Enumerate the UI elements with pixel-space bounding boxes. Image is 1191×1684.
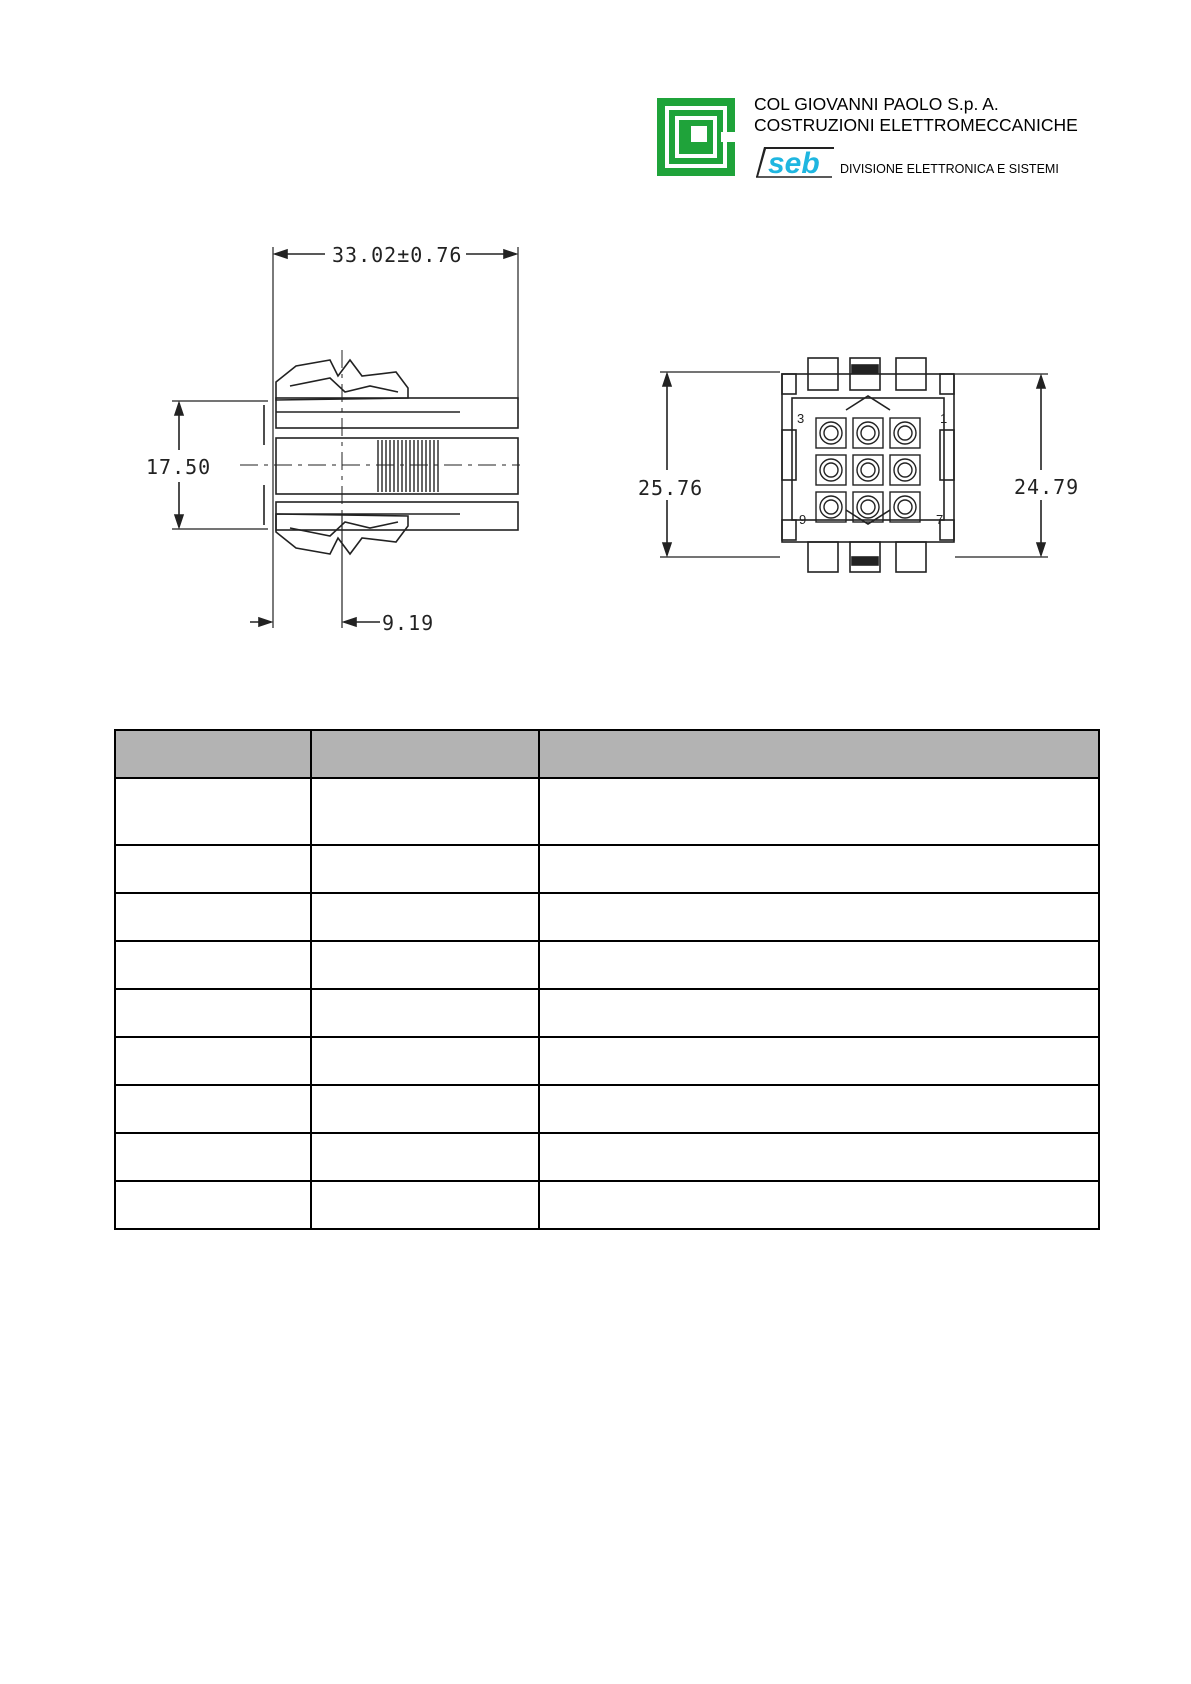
table-row [115,1181,1099,1229]
spec-table [114,729,1100,1230]
table-cell [115,989,311,1037]
dim-overall-length: 33.02±0.76 [332,243,463,267]
table-row [115,1085,1099,1133]
table-cell [539,1181,1099,1229]
table-row [115,778,1099,845]
table-cell [539,1085,1099,1133]
grip-ribs [378,440,438,492]
table-header-cell [539,730,1099,778]
dim-offset: 9.19 [382,611,435,635]
company-subtitle: COSTRUZIONI ELETTROMECCANICHE [754,115,1078,135]
table-row [115,941,1099,989]
table-cell [115,893,311,941]
pin-label-9: 9 [799,512,807,527]
pin-cavities [816,418,920,522]
table-cell [311,1037,539,1085]
table-cell [115,1085,311,1133]
dim-inner-height: 24.79 [1014,475,1080,499]
technical-drawing [0,0,1191,700]
table-cell [539,989,1099,1037]
dim-outer-height: 25.76 [638,476,704,500]
table-header-row [115,730,1099,778]
pin-label-3: 3 [797,411,805,426]
table-cell [311,1181,539,1229]
front-view [660,358,1048,572]
table-cell [115,1181,311,1229]
table-row [115,1037,1099,1085]
table-row [115,893,1099,941]
pin-label-1: 1 [940,411,948,426]
division-name: DIVISIONE ELETTRONICA E SISTEMI [840,162,1059,176]
table-cell [539,893,1099,941]
table-row [115,989,1099,1037]
table-cell [311,845,539,893]
table-cell [539,778,1099,845]
table-cell [539,845,1099,893]
table-cell [115,1037,311,1085]
table-cell [115,845,311,893]
table-header-cell [311,730,539,778]
seb-logo-text: seb [768,147,820,179]
company-name: COL GIOVANNI PAOLO S.p. A. [754,94,999,114]
table-cell [115,1133,311,1181]
table-cell [539,941,1099,989]
table-row [115,1133,1099,1181]
table-cell [539,1037,1099,1085]
table-row [115,845,1099,893]
table-cell [311,941,539,989]
table-cell [115,778,311,845]
side-view [172,247,520,628]
table-cell [311,989,539,1037]
table-cell [539,1133,1099,1181]
table-cell [311,778,539,845]
table-cell [311,1085,539,1133]
table-cell [115,941,311,989]
dim-height: 17.50 [146,455,212,479]
table-cell [311,1133,539,1181]
pin-label-7: 7 [936,512,944,527]
table-header-cell [115,730,311,778]
table-cell [311,893,539,941]
